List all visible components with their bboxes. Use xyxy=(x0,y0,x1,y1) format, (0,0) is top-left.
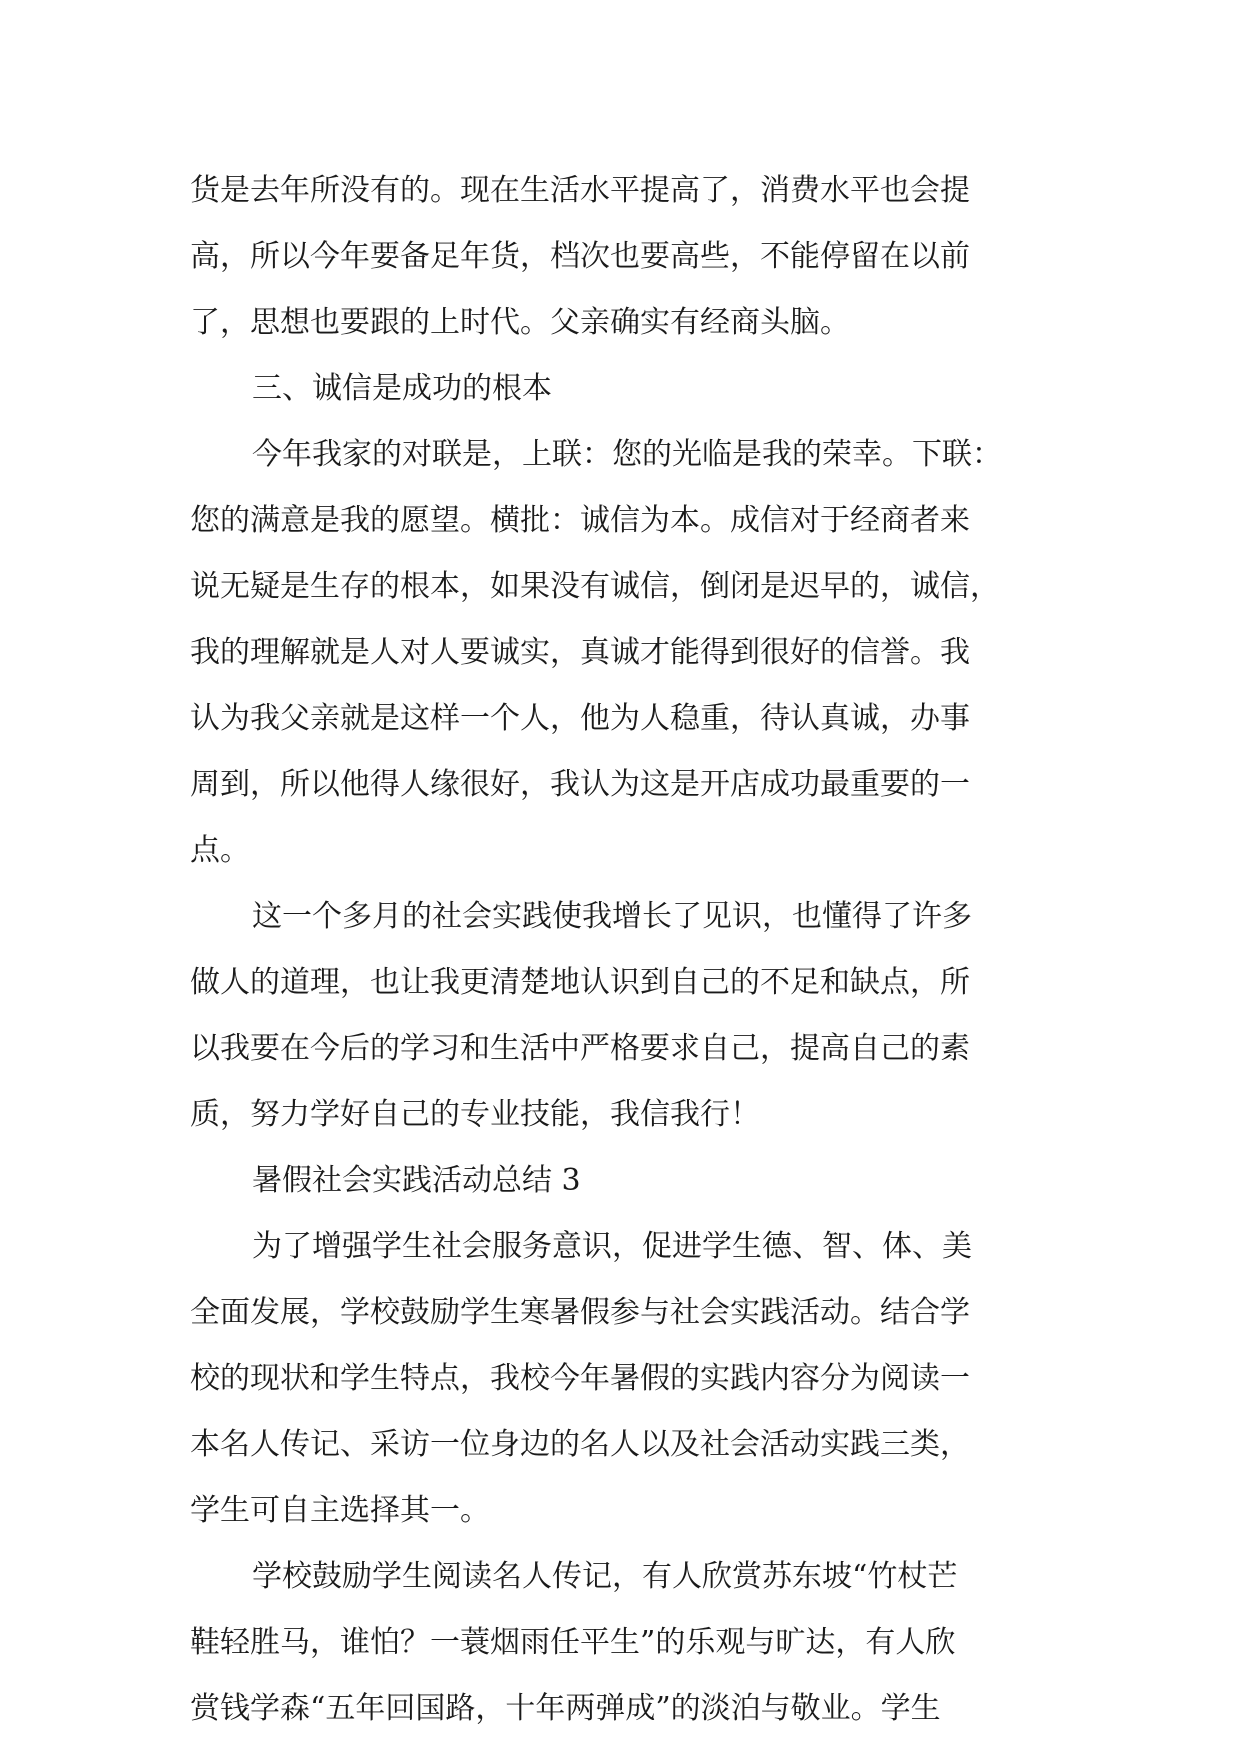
section-heading xyxy=(190,356,1050,422)
paragraph-line: 今年我家的对联是，上联：您的光临是我的荣幸。下联： xyxy=(252,437,1002,472)
paragraph-line: 为了增强学生社会服务意识，促进学生德、智、体、美 xyxy=(252,1229,972,1264)
paragraph xyxy=(190,884,1050,1148)
paragraph xyxy=(190,422,1050,884)
paragraph-line: 以我要在今后的学习和生活中严格要求自己，提高自己的素 xyxy=(190,1031,970,1066)
paragraph-line: 了，思想也要跟的上时代。父亲确实有经商头脑。 xyxy=(190,305,850,340)
paragraph-line: 学生可自主选择其一。 xyxy=(190,1493,490,1528)
paragraph-line: 我的理解就是人对人要诚实，真诚才能得到很好的信誉。我 xyxy=(190,635,970,670)
paragraph-line: 赏钱学森“五年回国路，十年两弹成”的淡泊与敬业。学生 xyxy=(190,1691,941,1726)
paragraph xyxy=(190,1214,1050,1544)
paragraph-line: 说无疑是生存的根本，如果没有诚信，倒闭是迟早的，诚信， xyxy=(190,569,1000,604)
paragraph-line: 做人的道理，也让我更清楚地认识到自己的不足和缺点，所 xyxy=(190,965,970,1000)
paragraph-line: 全面发展，学校鼓励学生寒暑假参与社会实践活动。结合学 xyxy=(190,1295,970,1330)
paragraph-line: 鞋轻胜马，谁怕？一蓑烟雨任平生”的乐观与旷达，有人欣 xyxy=(190,1625,956,1660)
paragraph-line: 这一个多月的社会实践使我增长了见识，也懂得了许多 xyxy=(252,899,972,934)
paragraph-line: 点。 xyxy=(190,833,250,868)
paragraph-line: 货是去年所没有的。现在生活水平提高了，消费水平也会提 xyxy=(190,173,970,208)
paragraph-line: 高，所以今年要备足年货，档次也要高些，不能停留在以前 xyxy=(190,239,970,274)
paragraph-line: 周到，所以他得人缘很好，我认为这是开店成功最重要的一 xyxy=(190,767,970,802)
paragraph-line: 学校鼓励学生阅读名人传记，有人欣赏苏东坡“竹杖芒 xyxy=(252,1559,958,1594)
paragraph-line: 认为我父亲就是这样一个人，他为人稳重，待认真诚，办事 xyxy=(190,701,970,736)
paragraph-line: 本名人传记、采访一位身边的名人以及社会活动实践三类， xyxy=(190,1427,970,1462)
section-heading xyxy=(190,1148,1050,1214)
heading-text: 暑假社会实践活动总结 3 xyxy=(252,1163,581,1198)
paragraph-line: 校的现状和学生特点，我校今年暑假的实践内容分为阅读一 xyxy=(190,1361,970,1396)
paragraph xyxy=(190,158,1050,356)
paragraph xyxy=(190,1544,1050,1742)
paragraph-line: 质，努力学好自己的专业技能，我信我行！ xyxy=(190,1097,760,1132)
heading-text: 三、诚信是成功的根本 xyxy=(252,371,552,406)
paragraph-line: 您的满意是我的愿望。横批：诚信为本。成信对于经商者来 xyxy=(190,503,970,538)
document-body xyxy=(190,158,1050,1742)
